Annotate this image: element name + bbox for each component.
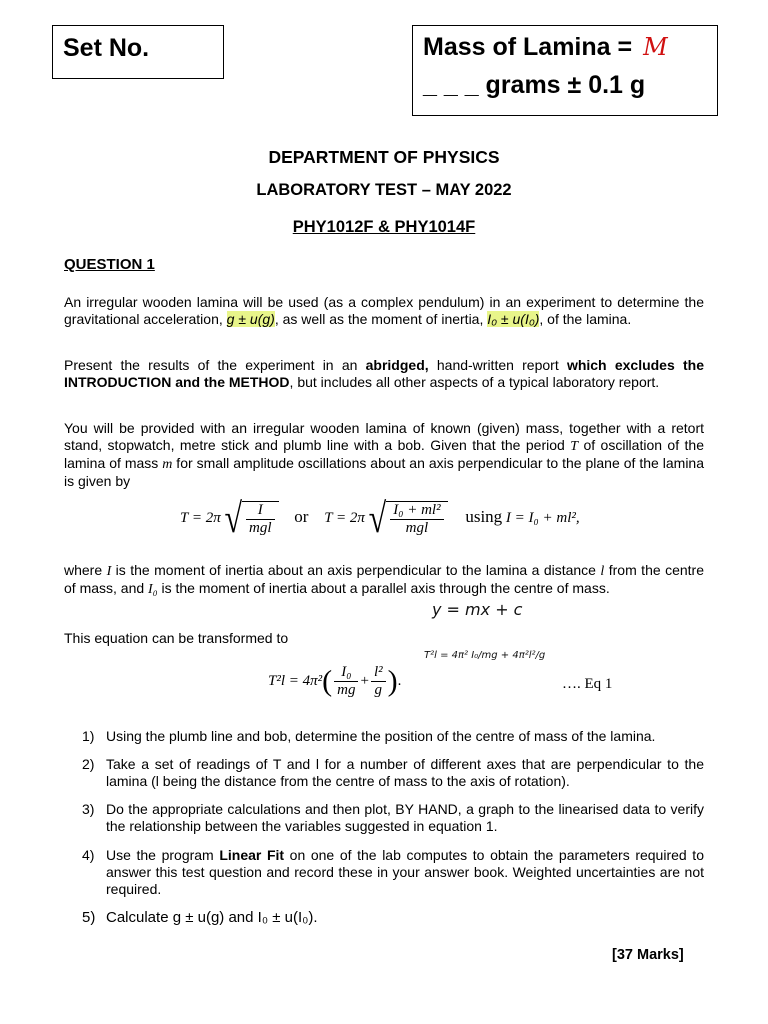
p4-text-d: is the moment of inertia about a parallel axis through the centre of mass.	[157, 580, 610, 596]
p3-T: T	[570, 439, 579, 454]
question-heading: QUESTION 1	[64, 256, 155, 273]
step-4: 4) Use the program Linear Fit on one of the lab computes to obtain the parameters required to answer this test question and record these in your answer book. Weighted uncertainties are not required.	[82, 847, 704, 897]
eq-den1: mgl	[249, 519, 272, 536]
p4-I0: I₀	[148, 582, 158, 597]
set-number-box	[52, 25, 224, 79]
set-number-label: Set No.	[63, 34, 150, 62]
mass-handwritten: M	[643, 33, 668, 61]
p2-text-e: , but includes all other aspects of a typical laboratory report.	[289, 374, 660, 390]
handwritten-note: T²l = 4π² I₀/mg + 4π²l²/g	[424, 650, 546, 661]
paragraph-4	[64, 562, 704, 598]
paragraph-1	[64, 294, 704, 328]
eq1-den1: mg	[337, 682, 356, 698]
linear-fit-program: Linear Fit	[219, 847, 285, 863]
p4-text-b: is the moment of inertia about an axis perpendicular to the lamina a distance	[111, 562, 601, 578]
eq-T2: T = 2π	[324, 509, 365, 526]
mass-line-2: _ _ _ grams ± 0.1 g	[423, 71, 646, 99]
eq-or: or	[294, 506, 309, 526]
paragraph-5: This equation can be transformed to	[64, 630, 289, 646]
total-marks: [37 Marks]	[612, 947, 684, 963]
eq1-den2: g	[374, 682, 383, 698]
p4-l: l	[600, 564, 605, 579]
mass-label: Mass of Lamina =	[423, 33, 633, 61]
p2-text-a: Present the results of the experiment in an	[64, 357, 366, 373]
p2-excludes: which excludes the INTRODUCTION and the METHOD	[64, 357, 704, 390]
p2-abridged: abridged,	[365, 357, 429, 373]
period-equations: T = 2π √ $\frac{I}{\text{mgl}}$ or T = 2π √ $\frac{\text{I₀ + ml²}}{\text{mgl}}$ using I = I₀ + ml²,	[180, 494, 580, 542]
course-codes: PHY1012F & PHY1014F	[292, 218, 476, 236]
p1-text-c: , of the lamina.	[539, 311, 632, 327]
eq-T: T = 2π	[180, 509, 221, 526]
p4-text-a: where	[64, 562, 107, 578]
highlight-i0: I₀ ± u(I₀)	[487, 311, 540, 327]
p1-text-b: , as well as the moment of inertia,	[274, 311, 488, 327]
p3-text-c: for small amplitude oscillations about an axis perpendicular to the plane of the lamina is given by	[64, 455, 704, 489]
mass-of-lamina-box	[412, 25, 718, 116]
eq1-tag: …. Eq 1	[562, 676, 613, 692]
handwritten-linear-form: y = mx + c	[432, 600, 523, 619]
paragraph-3	[64, 420, 704, 490]
step-1: 1) Using the plumb line and bob, determine the position of the centre of mass of the lamina.	[82, 728, 656, 744]
step-5: 5) Calculate g ± u(g) and I₀ ± u(I₀).	[82, 909, 318, 926]
mass-line-1	[423, 33, 668, 62]
step-2: 2) Take a set of readings of T and l for a number of different axes that are perpendicular to the lamina (l being the distance from the centre of mass to the axis of rotation).	[82, 756, 704, 789]
eq-num2: I₀ + ml²	[390, 502, 443, 520]
eq-den2: mgl	[405, 519, 429, 536]
eq-using: using	[465, 506, 503, 526]
test-title: LABORATORY TEST – MAY 2022	[256, 181, 512, 199]
p4-text-c: from the centre of mass, and	[64, 562, 704, 596]
step-3: 3) Do the appropriate calculations and then plot, BY HAND, a graph to the linearised data to verify the relationship between the variables suggested in equation 1.	[82, 801, 704, 834]
p1-text-a: An irregular wooden lamina will be used (as a complex pendulum) in an experiment to determine the gravitational acceleration,	[64, 294, 704, 327]
highlight-g: g ± u(g)	[226, 311, 275, 327]
p2-text-c: hand-written report	[428, 357, 567, 373]
department-title: DEPARTMENT OF PHYSICS	[268, 147, 500, 167]
eq1-num1: I₀	[334, 664, 358, 682]
eq-num1: I	[246, 502, 275, 520]
p3-text-b: of oscillation of the lamina of mass	[64, 437, 704, 471]
paragraph-2	[64, 357, 704, 391]
equation-1: T²l = 4π²( $\frac{\text{I₀}}{mg}$ + $\frac{\text{l²}}{g}$ ).	[268, 664, 402, 698]
eq1-lhs: T²l = 4π²	[268, 672, 323, 689]
p3-m: m	[162, 457, 173, 472]
eq1-num2: l²	[371, 664, 386, 682]
p4-I: I	[106, 564, 112, 579]
eq-using-expr: I = I₀ + ml²,	[505, 509, 580, 526]
p3-text-a: You will be provided with an irregular wooden lamina of known (given) mass, together with a retort stand, stopwatch, metre stick and plumb line with a bob. Given that the period	[64, 420, 704, 453]
